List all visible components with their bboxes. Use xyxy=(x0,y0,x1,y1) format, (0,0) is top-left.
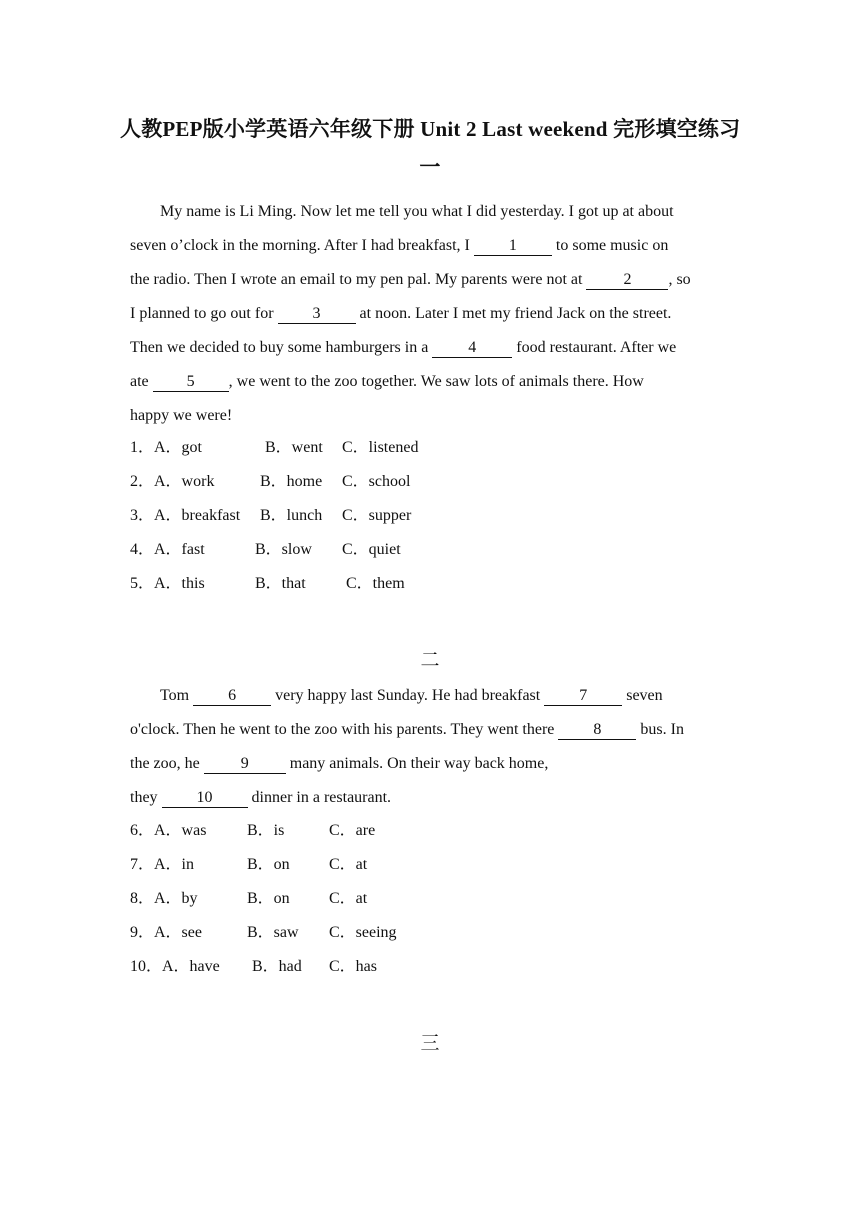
blank-2: 2 xyxy=(586,272,668,290)
passage-1-line-7: happy we were! xyxy=(130,407,233,424)
section-3-heading: 三 xyxy=(420,1033,440,1054)
worksheet-title xyxy=(120,112,740,184)
passage-1-line-1: My name is Li Ming. Now let me tell you what I did yesterday. I got up at about xyxy=(160,203,674,220)
passage-2-line-3: the zoo, he 9 many animals. On their way back home, xyxy=(130,755,549,772)
section-2-heading: 二 xyxy=(420,650,440,671)
worksheet-page: 人教PEP版小学英语六年级下册 Unit 2 Last weekend 完形填空练习 一 My name is Li Ming. Now let me tell you what I did yesterday. I got up at about seven o’clock in the morning. After I had breakfast, I 1 to some music on the radio. Then I wrote an email to my pen pal. My parents were not at 2 , so I planned to go out for 3 at noon. Later I met my friend Jack on the street. Then we decided to buy some hamburgers in a 4 food restaurant. After we ate 5 , we went to the zoo together. We saw lots of animals there. How happy we were! 1．A．got B．went C．listened 2．A．work B．home C．school 3．A．breakfast B．lunch C．supper 4．A．fast B．slow C．quiet 5．A．this B．that C．them 二 Tom 6 very happy last Sunday. He had breakfast 7 seven o'clock. Then he went to the zoo with his parents. They went there 8 bus. In the zoo, he 9 many animals. On their way back home, they 10 dinner in a restaurant. 6．A．was B．is C．are 7．A．in B．on C．at 8．A．by B．on C．at 9．A．see B．saw C．seeing 10．A．have B．had C．has 三 xyxy=(0,0,860,1216)
blank-9: 9 xyxy=(204,756,286,774)
passage-2-line-4: they 10 dinner in a restaurant. xyxy=(130,789,392,806)
blank-8: 8 xyxy=(558,722,636,740)
blank-3: 3 xyxy=(278,306,356,324)
passage-2-line-2: o'clock. Then he went to the zoo with his parents. They went there 8 bus. In xyxy=(130,721,684,738)
blank-4: 4 xyxy=(432,340,512,358)
passage-2-line-1: Tom 6 very happy last Sunday. He had breakfast 7 seven xyxy=(160,687,663,704)
section-1-heading: 一 xyxy=(419,155,441,179)
passage-1-line-5: Then we decided to buy some hamburgers in a 4 food restaurant. After we xyxy=(130,339,677,356)
blank-5: 5 xyxy=(153,374,229,392)
passage-1-line-2: seven o’clock in the morning. After I had breakfast, I 1 to some music on xyxy=(130,237,669,254)
blank-7: 7 xyxy=(544,688,622,706)
passage-1-line-4: I planned to go out for 3 at noon. Later I met my friend Jack on the street. xyxy=(130,305,672,322)
passage-1-line-6: ate 5 , we went to the zoo together. We saw lots of animals there. How xyxy=(130,373,644,390)
blank-1: 1 xyxy=(474,238,552,256)
blank-6: 6 xyxy=(193,688,271,706)
passage-1-line-3: the radio. Then I wrote an email to my pen pal. My parents were not at 2 , so xyxy=(130,271,691,288)
title-line-1: 人教PEP版小学英语六年级下册 Unit 2 Last weekend 完形填空练习 xyxy=(120,117,741,141)
blank-10: 10 xyxy=(162,790,248,808)
